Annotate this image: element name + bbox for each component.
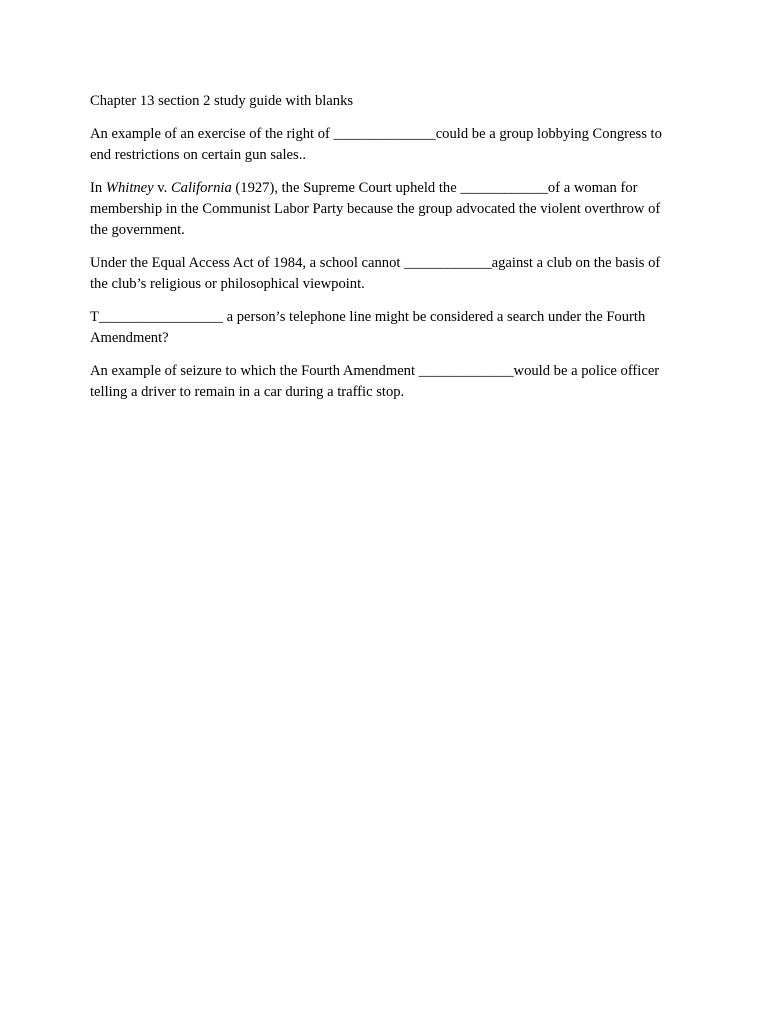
question-1: An example of an exercise of the right of ______________could be a group lobbying Congress to end restrictions on certain gun sales..	[90, 126, 662, 163]
question-2-prefix: In	[90, 180, 106, 196]
question-2-rest: (1927), the Supreme Court upheld the ____________of a woman for membership in the Communist Labor Party because the group advocated the violent overthrow of the government.	[90, 180, 661, 238]
question-4: T_________________ a person’s telephone line might be considered a search under the Fourth Amendment?	[90, 309, 646, 346]
question-5: An example of seizure to which the Fourth Amendment _____________would be a police officer telling a driver to remain in a car during a traffic stop.	[90, 363, 660, 400]
case-name-california: California	[170, 180, 232, 196]
case-versus: v.	[153, 180, 171, 196]
document-page	[90, 91, 674, 415]
case-name-whitney: Whitney	[105, 180, 154, 196]
question-3: Under the Equal Access Act of 1984, a school cannot ____________against a club on the basis of the club’s religious or philosophical viewpoint.	[90, 255, 661, 292]
question-2	[90, 178, 674, 241]
document-title: Chapter 13 section 2 study guide with blanks	[90, 93, 354, 109]
